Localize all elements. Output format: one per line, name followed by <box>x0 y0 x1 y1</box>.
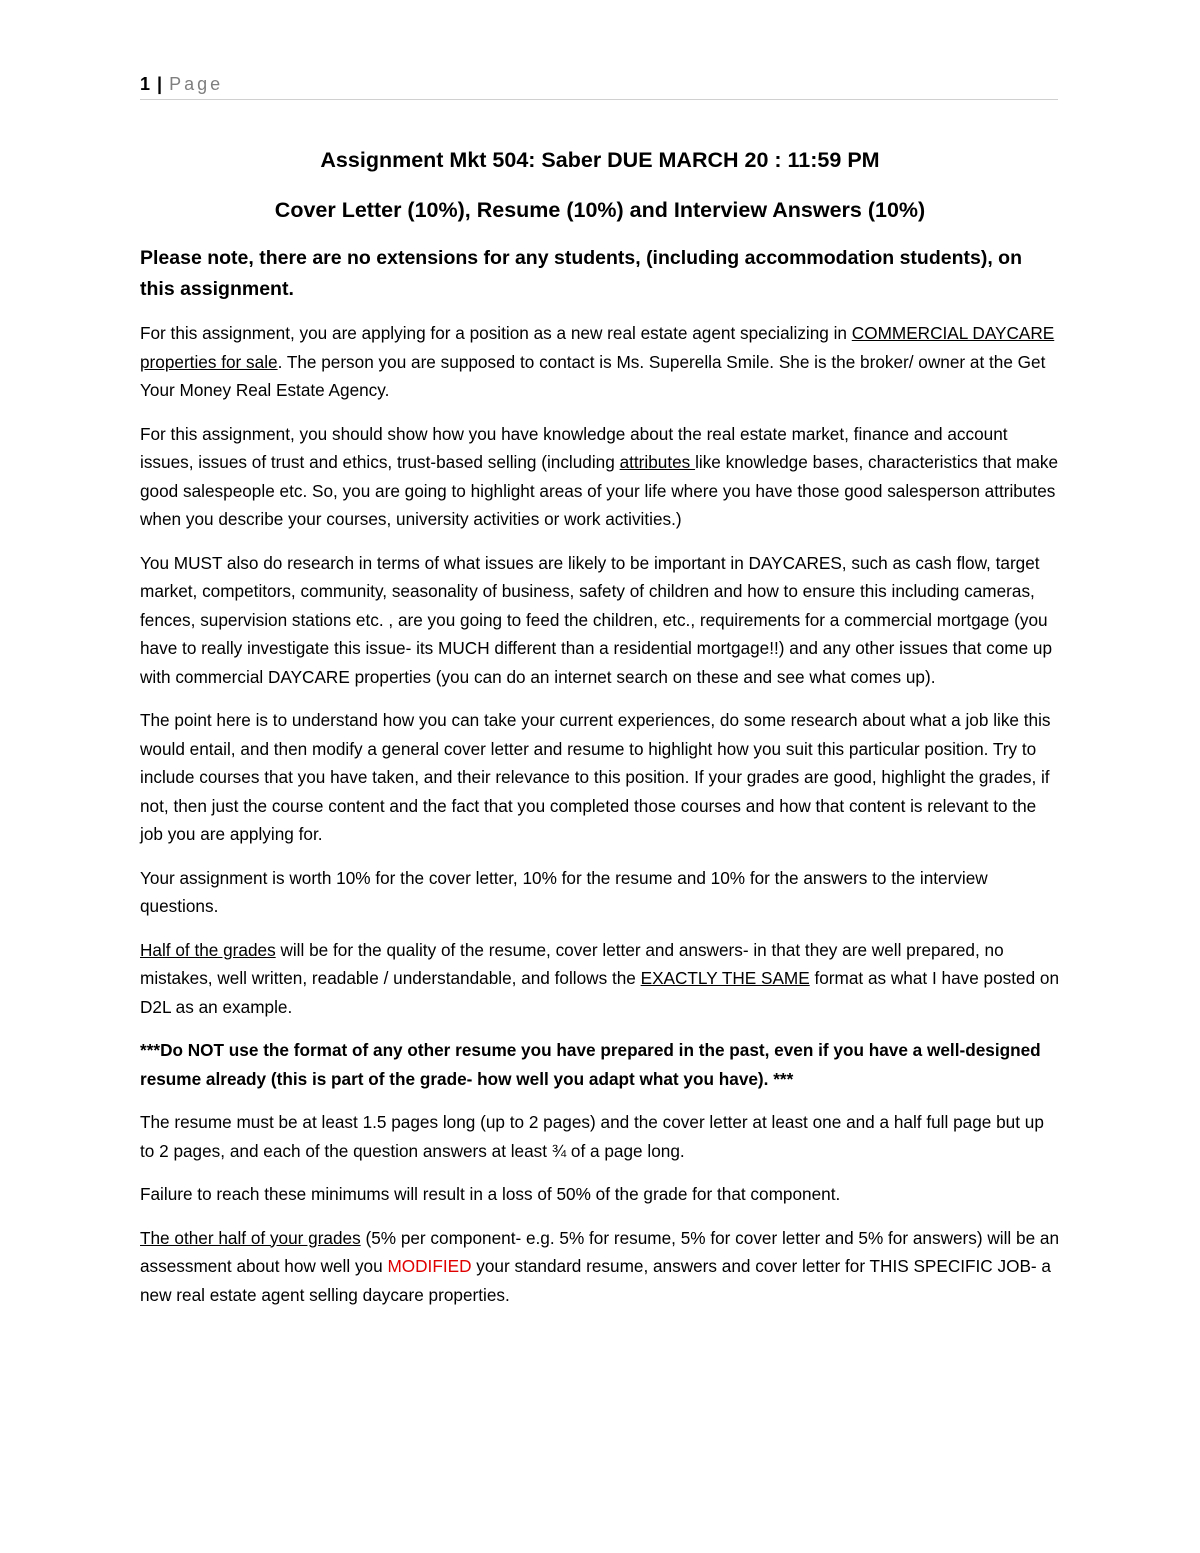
commercial-daycare-underline: COMMERCIAL DAYCARE properties for sale <box>140 323 1055 372</box>
modified-highlight: MODIFIED <box>387 1256 472 1276</box>
paragraph-failure: Failure to reach these minimums will result in a loss of 50% of the grade for that component. <box>140 1184 841 1204</box>
page-label: Page <box>169 74 224 94</box>
paragraph-half-grades: Half of the grades will be for the quality of the resume, cover letter and answers- in that they are well prepared, no mistakes, well written, readable / understandable, and follows the EXACTLY THE SAME format as what I have posted on D2L as an example. <box>140 939 1060 1017</box>
exactly-same-underline: EXACTLY THE SAME <box>640 968 810 988</box>
paragraph-length: The resume must be at least 1.5 pages long (up to 2 pages) and the cover letter at least one and a half full page but up to 2 pages, and each of the question answers at least ¾ of a page long. <box>140 1112 1044 1161</box>
page-number: 1 <box>140 74 151 94</box>
paragraph-position: For this assignment, you are applying for a position as a new real estate agent specializing in COMMERCIAL DAYCARE properties for sale. The person you are supposed to contact is Ms. Superella Smile. She is the broker/ owner at the Get Your Money Real Estate Agency. <box>140 323 1055 400</box>
paragraph-knowledge: For this assignment, you should show how you have knowledge about the real estate market, finance and account issues, issues of trust and ethics, trust-based selling (including attributes like knowledge bases, characteristics that make good salespeople etc. So, you are going to highlight areas of your life where you have those good salesperson attributes when you describe your courses, university activities or work activities.) <box>140 423 1059 529</box>
other-half-underline: The other half of your grades <box>140 1227 361 1248</box>
paragraph-research: You MUST also do research in terms of what issues are likely to be important in DAYCARES, such as cash flow, target market, competitors, community, seasonality of business, safety of children and how to ensure this including cameras, fences, supervision stations etc. , are you going to feed the children, etc., requirements for a commercial mortgage (you have to really investigate this issue- its MUCH different than a residential mortgage!!) and any other issues that come up with commercial DAYCARE properties (you can do an internet search on these and see what comes up). <box>140 552 1053 687</box>
header-separator: | <box>157 74 163 94</box>
document-body <box>140 145 1060 1324</box>
paragraph-worth: Your assignment is worth 10% for the cover letter, 10% for the resume and 10% for the answers to the interview questions. <box>140 867 988 916</box>
page-header <box>140 72 1058 100</box>
attributes-underline: attributes <box>619 452 696 472</box>
assignment-subtitle: Cover Letter (10%), Resume (10%) and Interview Answers (10%) <box>274 198 926 222</box>
paragraph-other-half: The other half of your grades (5% per component- e.g. 5% for resume, 5% for cover letter and 5% for answers) will be an assessment about how well you MODIFIED your standard resume, answers and cover letter for THIS SPECIFIC JOB- a new real estate agent selling daycare properties. <box>140 1227 1060 1305</box>
half-grades-underline: Half of the grades <box>140 939 276 960</box>
assignment-title: Assignment Mkt 504: Saber DUE MARCH 20 : 11:59 PM <box>320 148 880 172</box>
paragraph-format-warning: ***Do NOT use the format of any other resume you have prepared in the past, even if you have a well-designed resume already (this is part of the grade- how well you adapt what you have). *** <box>140 1040 1041 1089</box>
extension-notice: Please note, there are no extensions for any students, (including accommodation students), on this assignment. <box>140 247 1022 300</box>
paragraph-point: The point here is to understand how you can take your current experiences, do some research about what a job like this would entail, and then modify a general cover letter and resume to highlight how you suit this particular position. Try to include courses that you have taken, and their relevance to this position. If your grades are good, highlight the grades, if not, then just the course content and the fact that you completed those courses and how that content is relevant to the job you are applying for. <box>140 710 1051 844</box>
